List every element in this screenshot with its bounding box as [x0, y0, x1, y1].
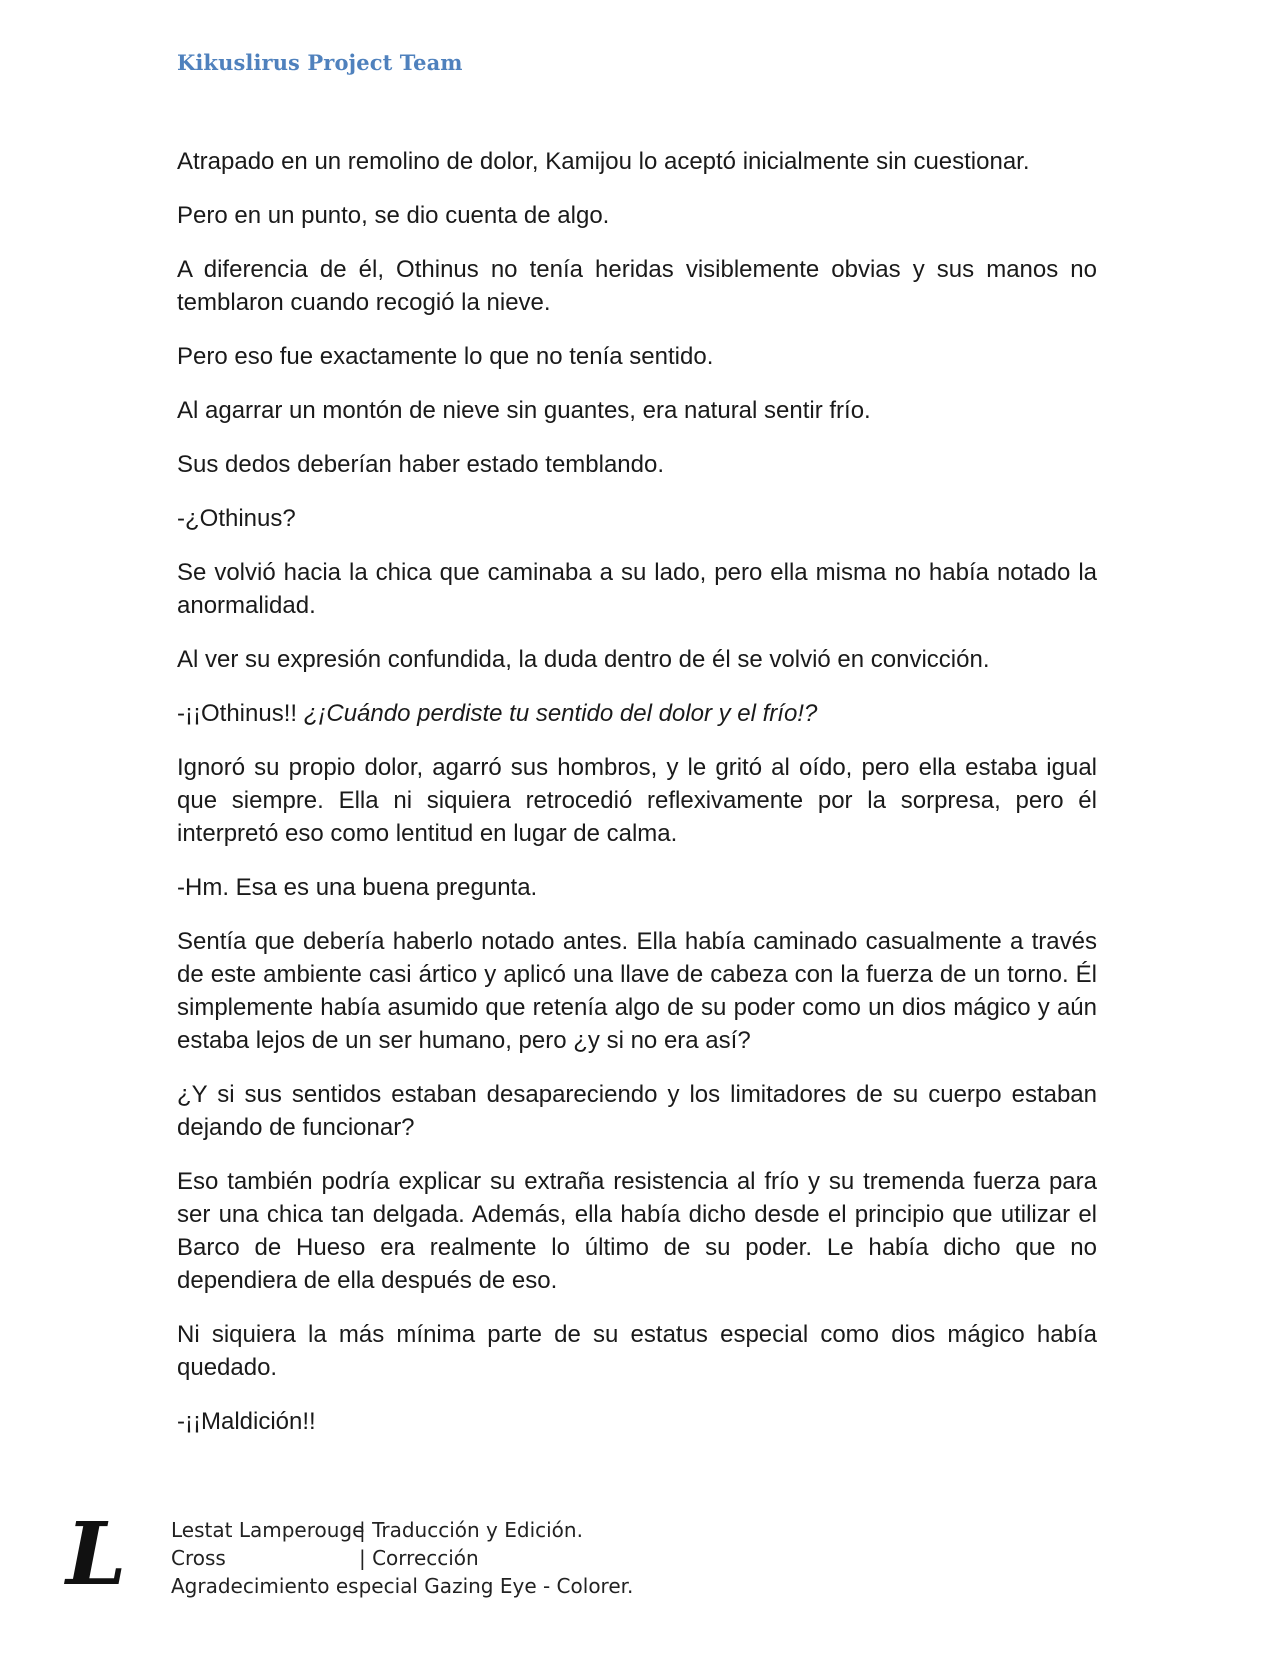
shout-paragraph — [177, 697, 1097, 730]
paragraph: Al agarrar un montón de nieve sin guantes, era natural sentir frío. — [177, 397, 871, 424]
gothic-l-logo — [62, 1516, 132, 1596]
paragraph: Pero en un punto, se dio cuenta de algo. — [177, 202, 610, 229]
credit-name: Cross — [171, 1546, 226, 1570]
paragraph: Al ver su expresión confundida, la duda dentro de él se volvió en convicción. — [177, 646, 990, 673]
paragraph: -¡¡Maldición!! — [177, 1408, 316, 1435]
paragraph: ¿Y si sus sentidos estaban desapareciendo y los limitadores de su cuerpo estaban dejando de funcionar? — [177, 1081, 1097, 1141]
shout-plain: -¡¡Othinus!! — [177, 700, 304, 727]
credit-row — [171, 1516, 633, 1544]
paragraph: Ignoró su propio dolor, agarró sus hombros, y le gritó al oído, pero ella estaba igual que siempre. Ella ni siquiera retrocedió reflexivamente por la sorpresa, pero él interpretó eso como lentitud en lugar de calma. — [177, 754, 1097, 847]
credit-name: Lestat Lamperouge — [171, 1518, 365, 1542]
paragraph: -¿Othinus? — [177, 505, 296, 532]
paragraph: Atrapado en un remolino de dolor, Kamijou lo aceptó inicialmente sin cuestionar. — [177, 148, 1030, 175]
logo-letter: L — [66, 1516, 127, 1596]
paragraph: Se volvió hacia la chica que caminaba a su lado, pero ella misma no había notado la anormalidad. — [177, 559, 1097, 619]
paragraph: Pero eso fue exactamente lo que no tenía sentido. — [177, 343, 714, 370]
paragraph: -Hm. Esa es una buena pregunta. — [177, 874, 538, 901]
header-title: Kikuslirus Project Team — [177, 50, 463, 75]
paragraph: Ni siquiera la más mínima parte de su estatus especial como dios mágico había quedado. — [177, 1321, 1097, 1381]
paragraph: Eso también podría explicar su extraña resistencia al frío y su tremenda fuerza para ser una chica tan delgada. Además, ella había dicho desde el principio que utilizar el Barco de Hueso era realmente lo último de su poder. Le había dicho que no dependiera de ella después de eso. — [177, 1168, 1097, 1294]
special-thanks: Agradecimiento especial Gazing Eye - Colorer. — [171, 1574, 634, 1598]
shout-italic: ¿¡Cuándo perdiste tu sentido del dolor y el frío!? — [303, 700, 818, 727]
paragraph: Sentía que debería haberlo notado antes. Ella había caminado casualmente a través de este ambiente casi ártico y aplicó una llave de cabeza con la fuerza de un torno. Él simplemente había asumido que retenía algo de su poder como un dios mágico y aún estaba lejos de un ser humano, pero ¿y si no era así? — [177, 928, 1097, 1054]
document-body — [177, 145, 1097, 1459]
footer-credits — [171, 1516, 633, 1600]
paragraph: A diferencia de él, Othinus no tenía heridas visiblemente obvias y sus manos no temblaron cuando recogió la nieve. — [177, 256, 1097, 316]
credit-row — [171, 1544, 633, 1572]
credit-role: | Traducción y Edición. — [359, 1518, 583, 1542]
credit-role: | Corrección — [359, 1546, 479, 1570]
paragraph: Sus dedos deberían haber estado temblando. — [177, 451, 665, 478]
